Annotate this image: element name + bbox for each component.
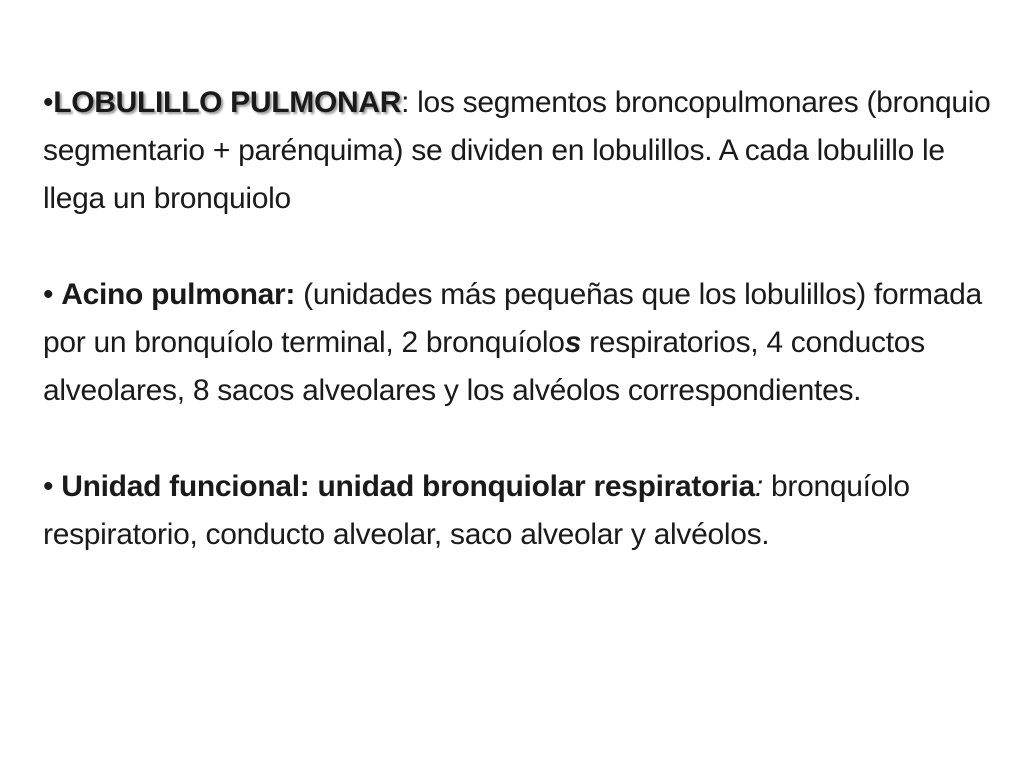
term-acino-pulmonar: Acino pulmonar: <box>61 278 296 311</box>
bullet: • <box>43 278 62 311</box>
bullet: • <box>43 470 62 503</box>
unidad-funcional-definition: bronquíolo respiratorio, conducto alveolar, saco alveolar y alvéolos. <box>43 470 910 551</box>
acino-definition-part1: (unidades más pequeñas que los lobulillos) formada por un bronquíolo terminal, 2 bronquíolo <box>43 278 982 359</box>
paragraph-unidad-funcional <box>43 463 993 559</box>
term-lobulillo-pulmonar: LOBULILLO PULMONAR <box>53 86 402 119</box>
lobulillo-definition: : los segmentos broncopulmonares (bronquio segmentario + parénquima) se dividen en lobulillos. A cada lobulillo le llega un bronquiolo <box>43 86 991 215</box>
spacer <box>43 223 993 271</box>
acino-emphasis: s <box>564 326 582 359</box>
slide-body <box>43 79 993 559</box>
paragraph-lobulillo <box>43 79 993 223</box>
term-colon: : <box>754 470 763 503</box>
term-unidad-funcional: Unidad funcional: unidad bronquiolar respiratoria <box>61 470 755 503</box>
acino-definition-part2: respiratorios, 4 conductos alveolares, 8 sacos alveolares y los alvéolos correspondientes. <box>43 326 925 407</box>
spacer <box>43 415 993 463</box>
bullet: • <box>43 86 54 119</box>
paragraph-acino <box>43 271 993 415</box>
